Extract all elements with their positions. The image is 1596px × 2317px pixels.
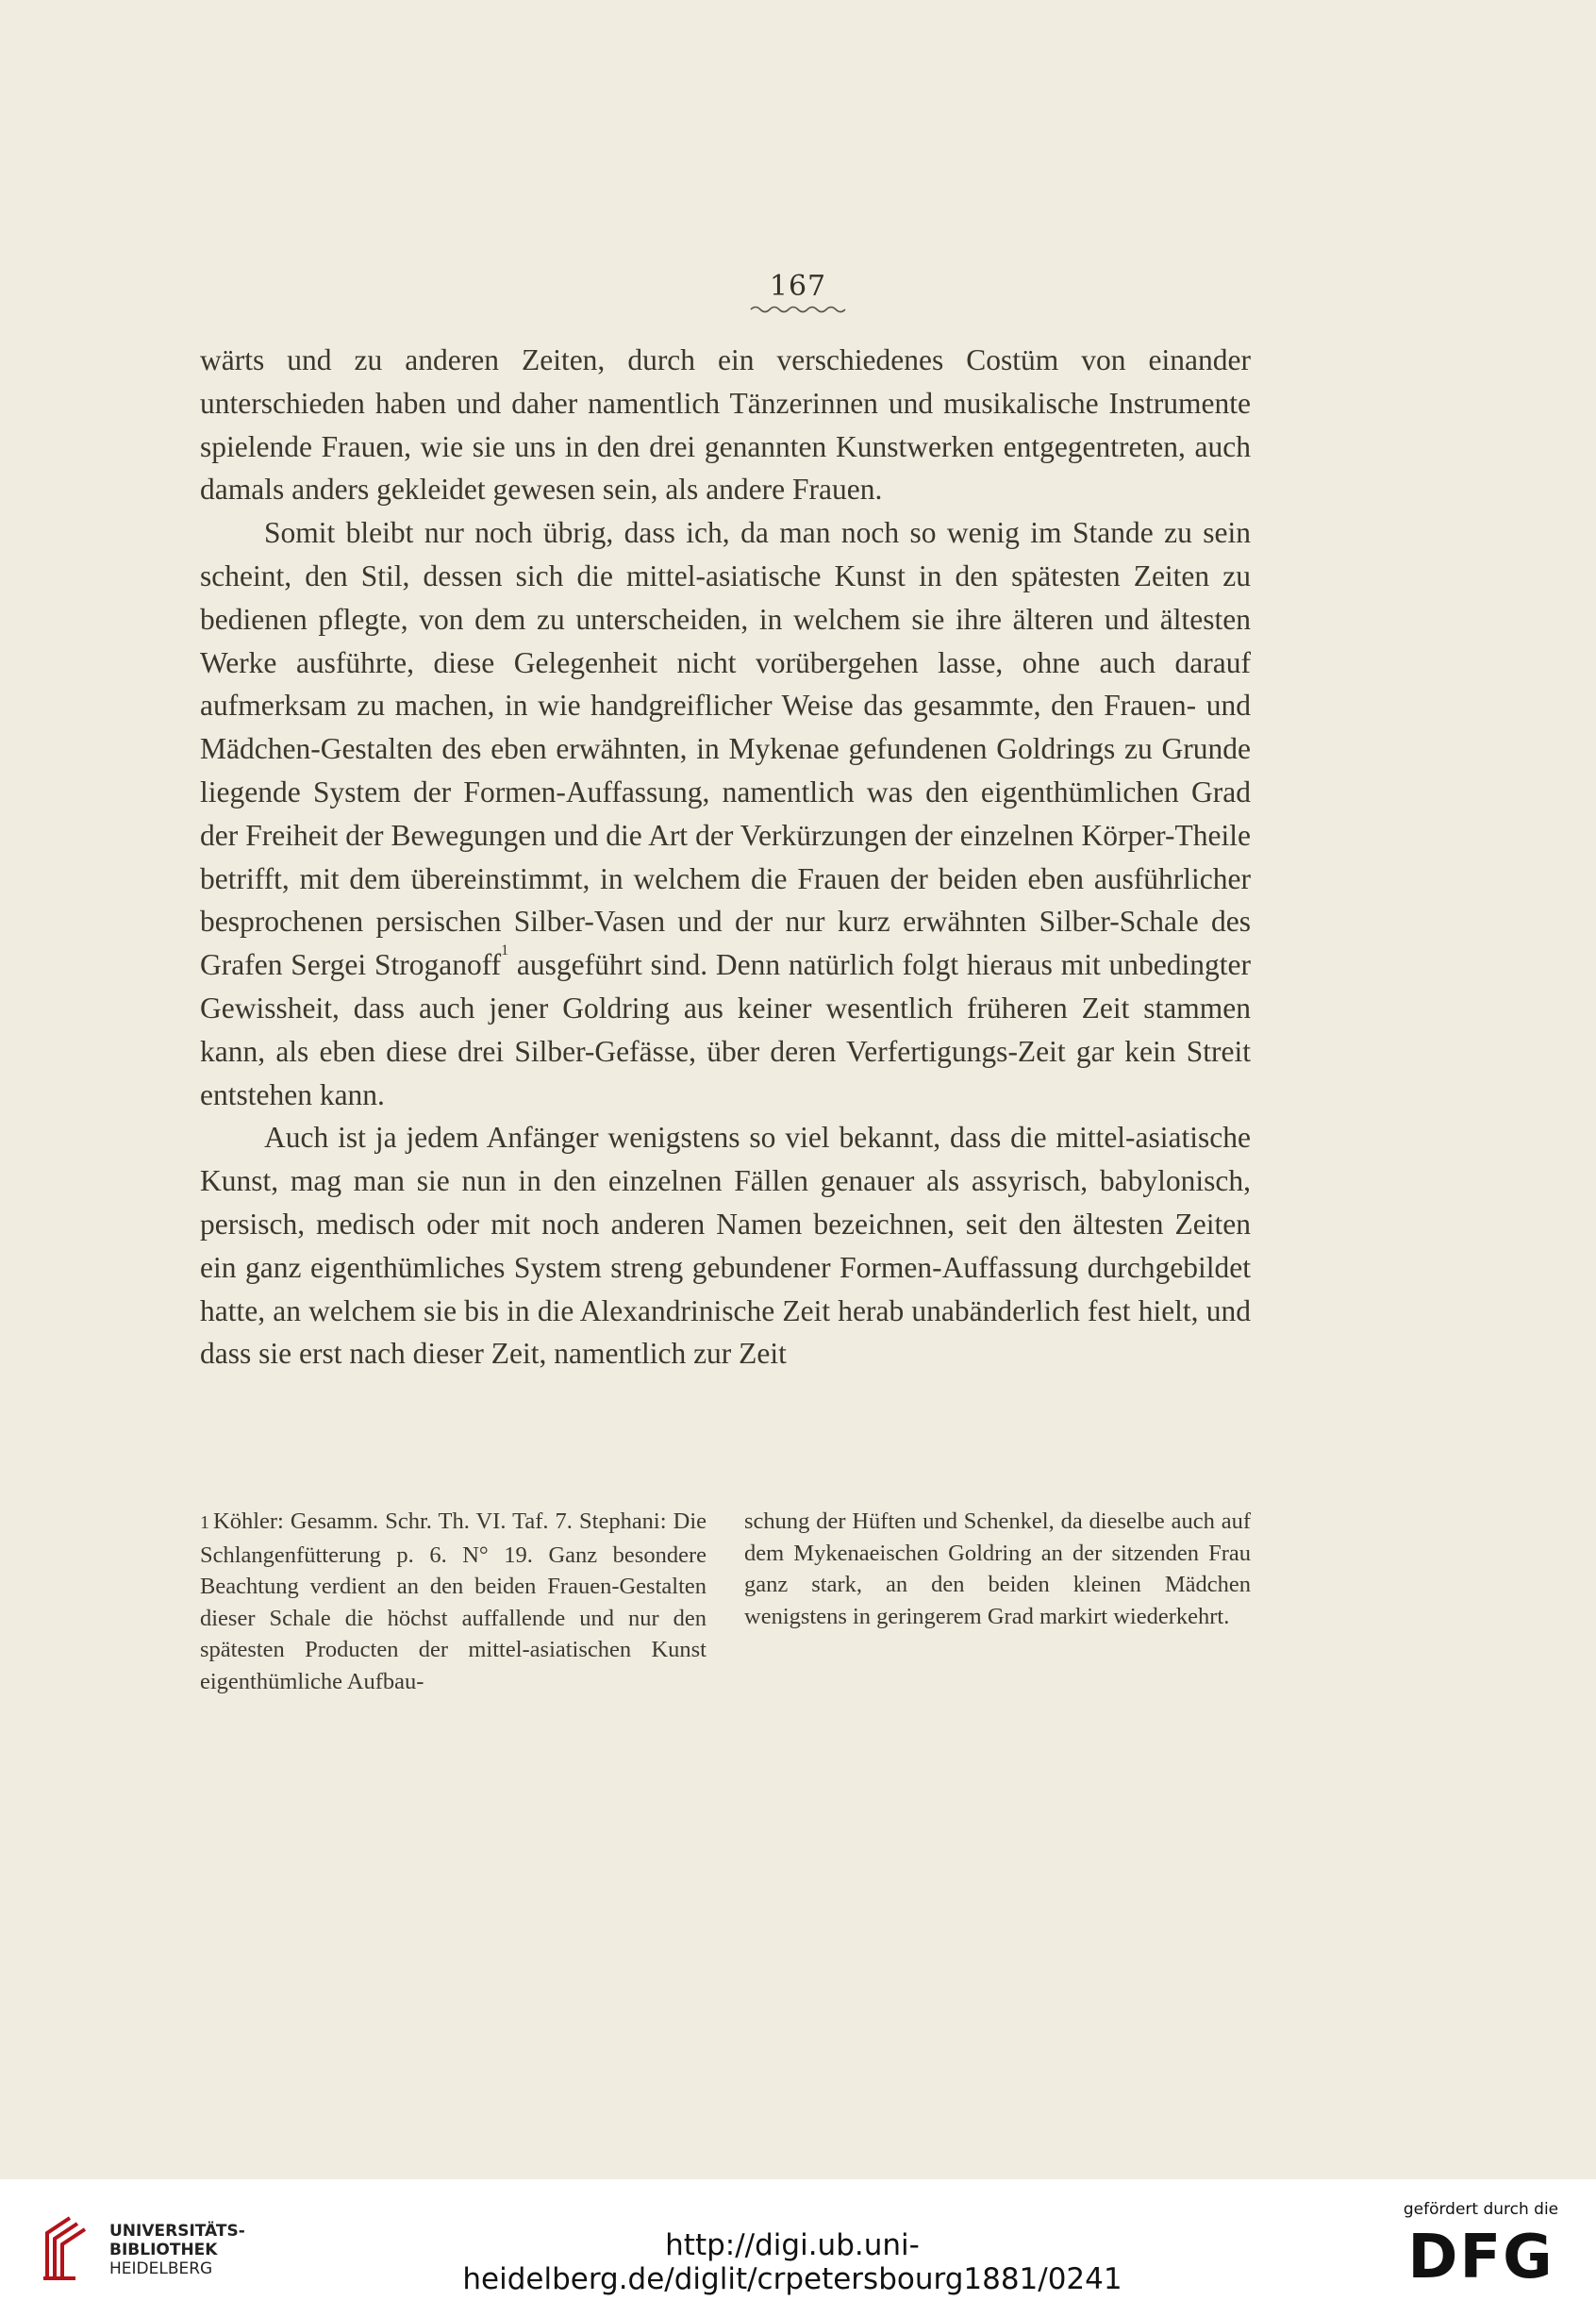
footnote-left-column [200,1506,707,1697]
library-name-line-1: UNIVERSITÄTS- [109,2222,245,2241]
library-name-line-3: HEIDELBERG [109,2259,213,2278]
funding-text: gefördert durch die [1403,2200,1559,2219]
dfg-logo[interactable] [1387,2200,1575,2291]
footnote-number: 1 [200,1512,209,1533]
footnote-right-column [744,1506,1251,1697]
page-number-text: 167 [769,270,827,303]
page-number [0,270,1596,316]
footer-bar [0,2179,1596,2317]
paragraph-2 [200,511,1251,1116]
main-text [200,339,1251,1375]
source-url-link[interactable]: http://digi.ub.uni-heidelberg.de/diglit/crpetersbourg1881/0241 [462,2228,1122,2296]
ornament-wave-icon [746,303,850,316]
dfg-logo-text: DFG [1407,2223,1554,2292]
footnote-right-text: schung der Hüften und Schenkel, da dieselbe auch auf dem Mykenaeischen Goldring an der sitzenden Frau ganz stark, an den beiden kleinen Mädchen wenigstens in geringerem Grad markirt wiederkehrt. [744,1509,1251,1629]
library-emblem-icon [38,2214,98,2286]
footnote-marker: 1 [501,942,509,959]
paragraph-1: wärts und zu anderen Zeiten, durch ein verschiedenes Costüm von einander unterschieden haben und daher namentlich Tänzerinnen und musikalische Instrumente spielende Frauen, wie sie uns in den drei genannten Kunstwerken entgegentreten, auch damals anders gekleidet gewesen sein, als andere Frauen. [200,343,1251,507]
paragraph-2-text: Somit bleibt nur noch übrig, dass ich, da man noch so wenig im Stande zu sein scheint, den Stil, dessen sich die mittel-asiatische Kunst in den spätesten Zeiten zu bedienen pflegte, von dem zu unterscheiden, in welchem sie ihre älteren und ältesten Werke ausführte, diese Gelegenheit nicht vorübergehen lasse, ohne auch darauf aufmerksam zu machen, in wie handgreiflicher Weise das gesammte, den Frauen- und Mädchen-Gestalten des eben erwähnten, in Mykenae gefundenen Goldrings zu Grunde liegende System der Formen-Auffassung, namentlich was den eigenthümlichen Grad der Freiheit der Bewegungen und die Art der Verkürzungen der einzelnen Körper-Theile betrifft, mit dem übereinstimmt, in welchem die Frauen der beiden eben ausführlicher besprochenen persischen Silber-Vasen und der nur kurz erwähnten Silber-Schale des Grafen Sergei Stroganoff [200,516,1251,982]
library-name-line-2: BIBLIOTHEK [109,2241,218,2259]
library-logo[interactable] [38,2208,311,2292]
footnote-left-text: Köhler: Gesamm. Schr. Th. VI. Taf. 7. Stephani: Die Schlangenfütterung p. 6. N° 19. Ganz besondere Beachtung verdient an den beiden Frauen-Gestalten dieser Schale die höchst auffallende und nur den spätesten Producten der mittel-asiatischen Kunst eigenthümliche Aufbau- [200,1509,707,1694]
paragraph-3: Auch ist ja jedem Anfänger wenigstens so viel bekannt, dass die mittel-asiatische Kunst, mag man sie nun in den einzelnen Fällen genauer als assyrisch, babylonisch, persisch, medisch oder mit noch anderen Namen bezeichnen, seit den ältesten Zeiten ein ganz eigenthümliches System streng gebundener Formen-Auffassung durchgebildet hatte, an welchem sie bis in die Alexandrinische Zeit herab unabänderlich fest hielt, und dass sie erst nach dieser Zeit, namentlich zur Zeit [200,1121,1251,1371]
paragraph-2-continuation: ausgeführt sind. Denn natürlich folgt hieraus mit unbedingter Gewissheit, dass auch jener Goldring aus keiner wesentlich früheren Zeit stammen kann, als eben diese drei Silber-Gefässe, über deren Verfertigungs-Zeit gar kein Streit entstehen kann. [200,948,1251,1111]
footnotes [200,1506,1251,1697]
